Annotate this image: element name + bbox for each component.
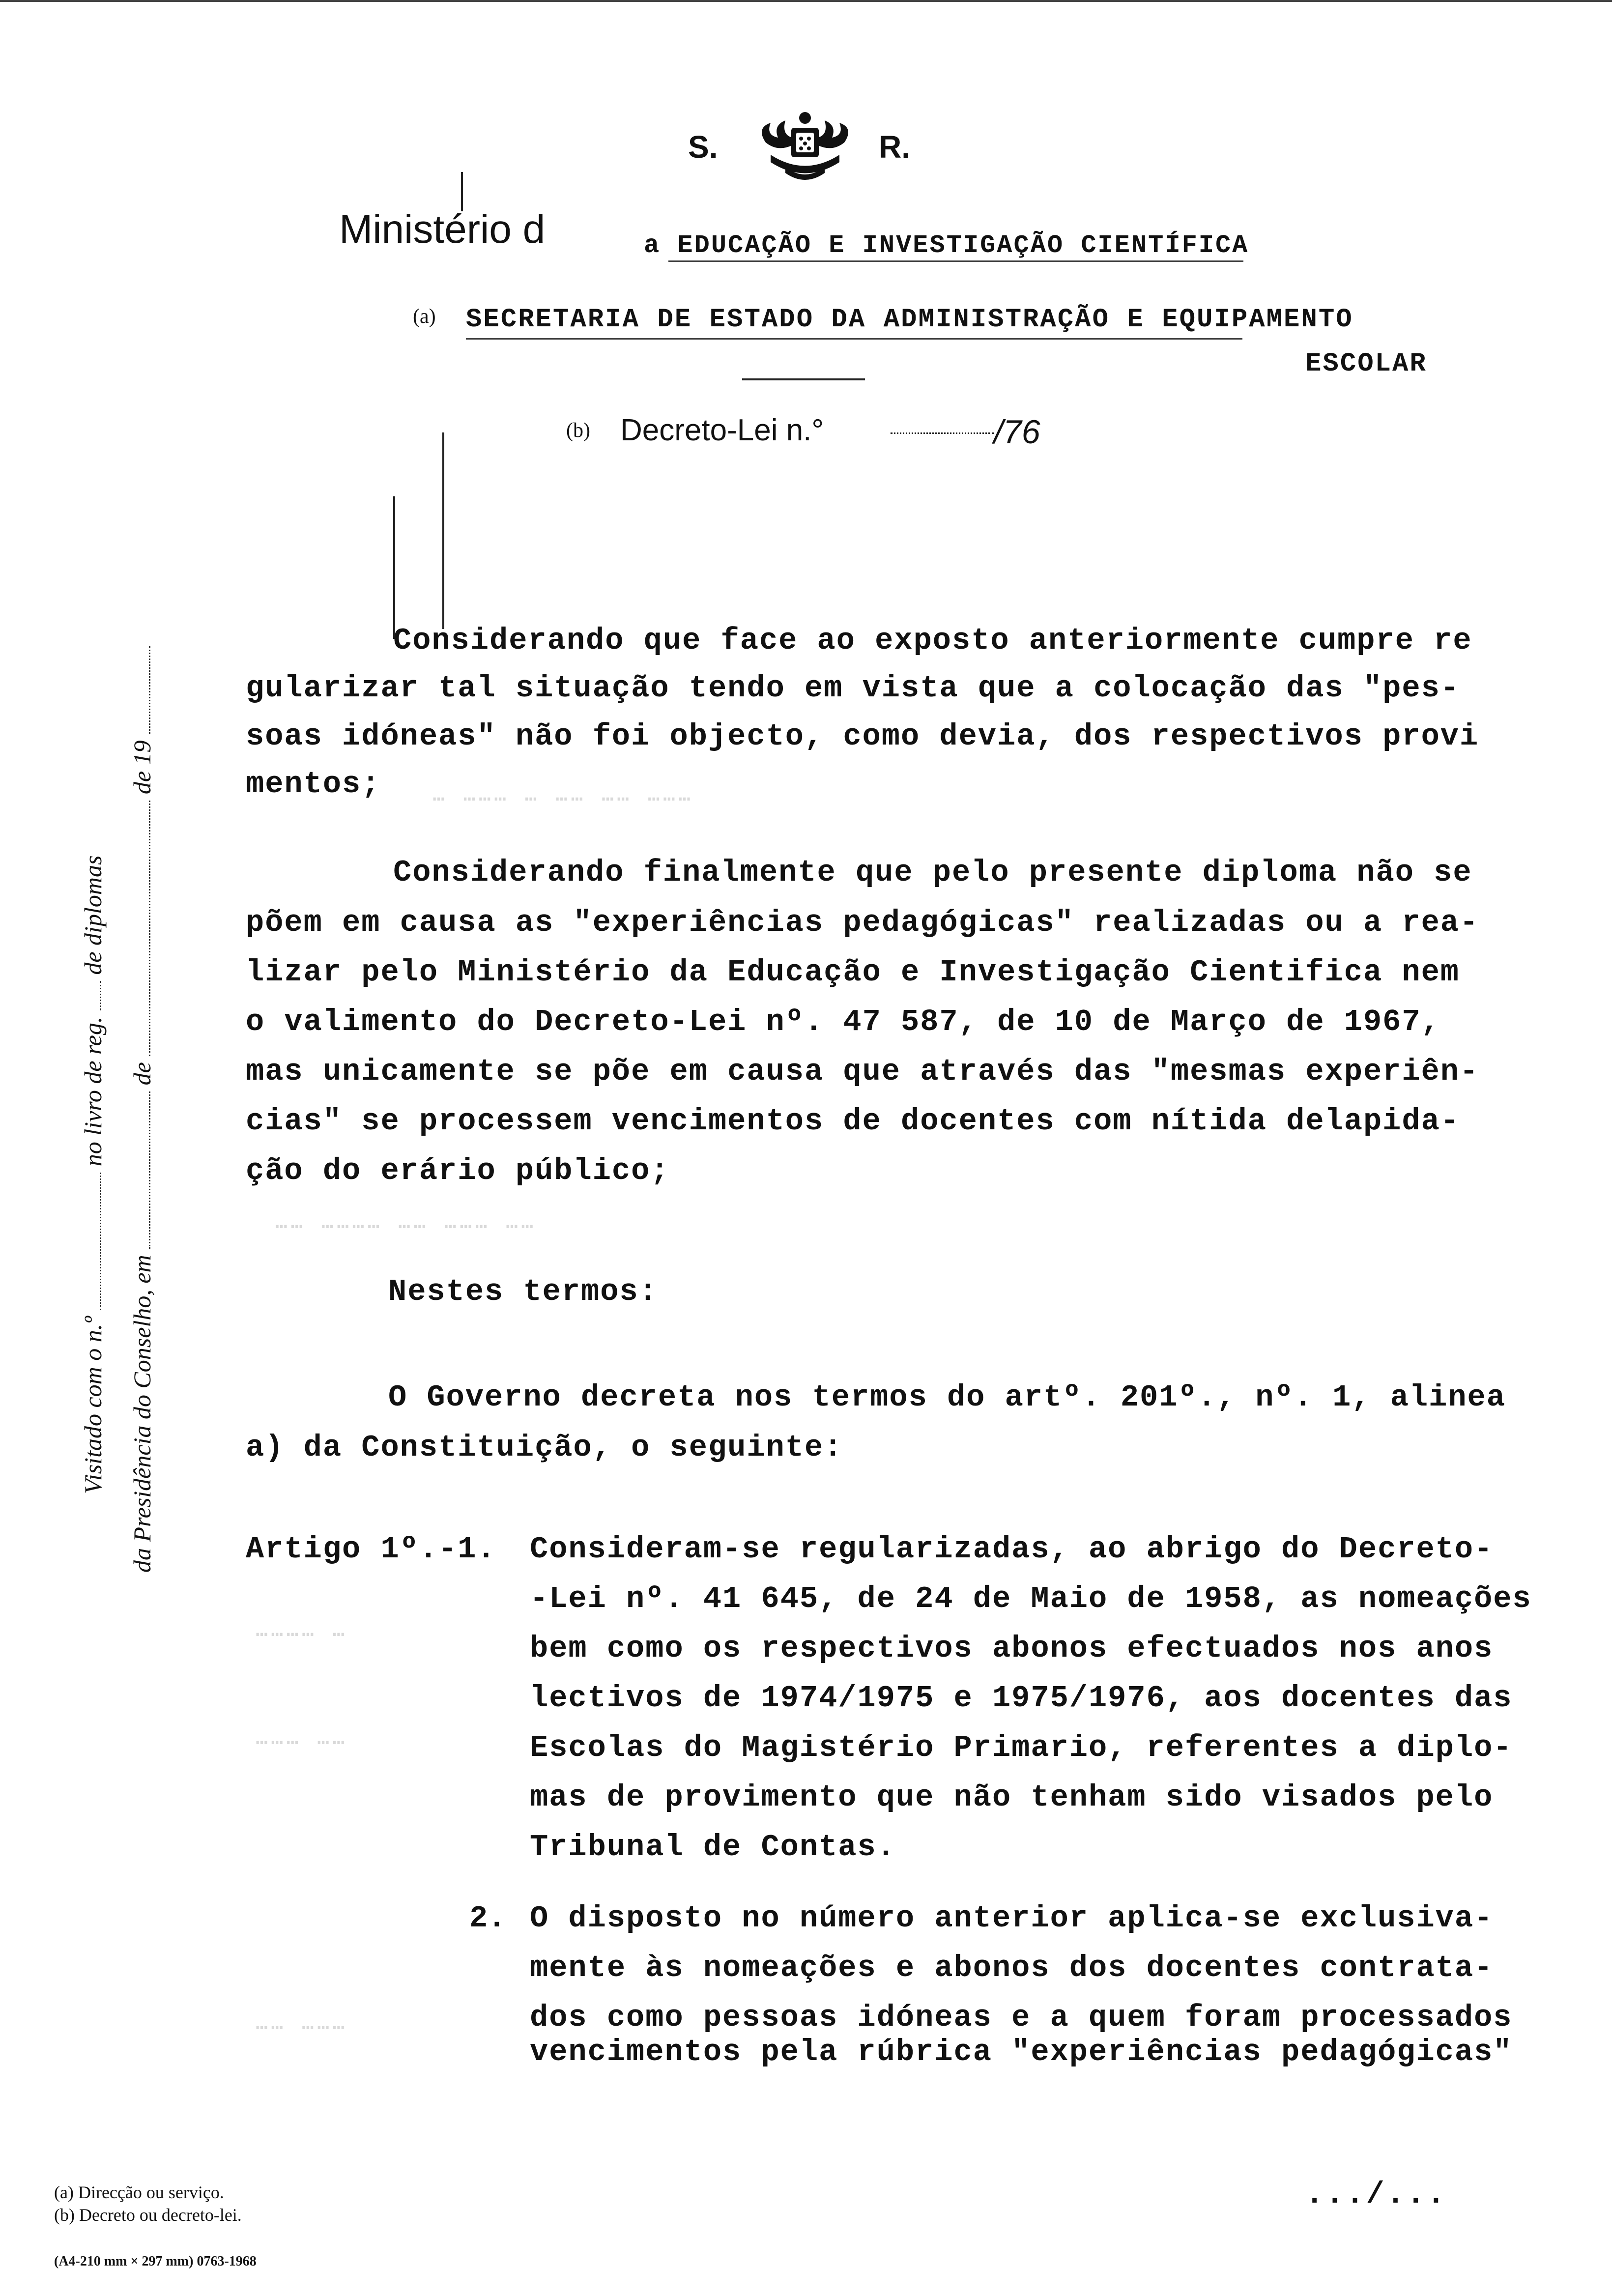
pen-mark xyxy=(393,496,395,639)
registration-presidencia: da Presidência do Conselho, em xyxy=(128,1255,156,1573)
body-line: mas unicamente se põe em causa que através das "mesmas experiên- xyxy=(246,1054,1479,1089)
footnote-b: (b) Decreto ou decreto-lei. xyxy=(54,2205,242,2225)
item2-line: O disposto no número anterior aplica-se exclusiva- xyxy=(530,1901,1494,1936)
body-line: lizar pelo Ministério da Educação e Investigação Cientifica nem xyxy=(246,955,1460,990)
artigo-line: -Lei nº. 41 645, de 24 de Maio de 1958, as nomeações xyxy=(530,1581,1532,1616)
registration-diplomas: de diplomas xyxy=(79,855,107,975)
registration-livro: no livro de reg. xyxy=(79,1016,107,1167)
pen-mark xyxy=(442,432,444,629)
s-letter: S. xyxy=(688,129,718,165)
artigo-line: Tribunal de Contas. xyxy=(530,1830,896,1865)
bleed-through-text: ⋯⋯⋯⋯ ⋯ xyxy=(256,1624,348,1647)
decree-marker: (b) xyxy=(566,419,590,442)
form-code: (A4-210 mm × 297 mm) 0763-1968 xyxy=(54,2254,257,2269)
ministry-underline xyxy=(668,260,1243,262)
body-line: O Governo decreta nos termos do artº. 201º., nº. 1, alinea xyxy=(388,1380,1506,1415)
registration-note-line1 xyxy=(79,856,107,1494)
artigo-line: Consideram-se regularizadas, ao abrigo do Decreto- xyxy=(530,1532,1494,1567)
registration-visitado: Visitado com o n.º xyxy=(79,1316,107,1494)
short-divider xyxy=(742,378,865,380)
body-line: Considerando que face ao exposto anteriormente cumpre re xyxy=(393,623,1472,658)
registration-note-line2 xyxy=(128,646,156,1573)
ministry-prefix: Ministério d xyxy=(339,207,546,252)
artigo-line: bem como os respectivos abonos efectuados nos anos xyxy=(530,1631,1494,1666)
registration-de19: de 19 xyxy=(128,740,156,795)
artigo-label: Artigo 1º.-1. xyxy=(246,1532,496,1567)
r-letter: R. xyxy=(879,129,910,165)
artigo-line: Escolas do Magistério Primario, referentes a diplo- xyxy=(530,1730,1513,1765)
body-line: mentos; xyxy=(246,767,381,802)
coat-of-arms-emblem xyxy=(751,108,859,187)
artigo-line: mas de provimento que não tenham sido visados pelo xyxy=(530,1780,1494,1815)
registration-de: de xyxy=(128,1062,156,1086)
body-line: a) da Constituição, o seguinte: xyxy=(246,1430,843,1465)
body-line: põem em causa as "experiências pedagógicas" realizadas ou a rea- xyxy=(246,905,1479,940)
body-line: gularizar tal situação tendo em vista que a colocação das "pes- xyxy=(246,671,1460,706)
bleed-through-text: ⋯⋯ ⋯⋯⋯ xyxy=(256,2017,348,2040)
item2-line: vencimentos pela rúbrica "experiências pedagógicas" xyxy=(530,2035,1513,2069)
body-line: soas idóneas" não foi objecto, como devia, dos respectivos provi xyxy=(246,719,1479,754)
footnote-a: (a) Direcção ou serviço. xyxy=(54,2182,224,2202)
body-line: o valimento do Decreto-Lei nº. 47 587, de 10 de Março de 1967, xyxy=(246,1004,1440,1039)
decree-number: /76 xyxy=(994,413,1040,451)
bleed-through-text: ⋯⋯⋯ ⋯⋯ xyxy=(256,1732,348,1755)
item2-line: dos como pessoas idóneas e a quem foram processados xyxy=(530,2000,1513,2035)
top-edge-line xyxy=(0,0,1612,2)
bleed-through-text: ⋯ ⋯⋯⋯ ⋯ ⋯⋯ ⋯⋯ ⋯⋯⋯ xyxy=(432,788,694,812)
body-line: ção do erário público; xyxy=(246,1153,670,1188)
secretariat-underline xyxy=(466,338,1242,340)
item2-line: mente às nomeações e abonos dos docentes contrata- xyxy=(530,1951,1494,1985)
item2-label: 2. xyxy=(469,1901,506,1936)
body-line: cias" se processem vencimentos de docentes com nítida delapida- xyxy=(246,1104,1460,1139)
decree-number-blank xyxy=(891,428,994,436)
secretariat-line1: SECRETARIA DE ESTADO DA ADMINISTRAÇÃO E EQUIPAMENTO xyxy=(466,305,1353,335)
nestes-termos: Nestes termos: xyxy=(388,1274,658,1309)
pen-mark xyxy=(461,172,463,211)
decree-label: Decreto-Lei n.° xyxy=(620,413,824,447)
ministry-name: a EDUCAÇÃO E INVESTIGAÇÃO CIENTÍFICA xyxy=(644,231,1249,260)
body-line: Considerando finalmente que pelo presente diploma não se xyxy=(393,855,1472,890)
bleed-through-text: ⋯⋯ ⋯⋯⋯⋯ ⋯⋯ ⋯⋯⋯ ⋯⋯ xyxy=(275,1216,537,1239)
artigo-line: lectivos de 1974/1975 e 1975/1976, aos docentes das xyxy=(530,1681,1513,1716)
continuation-mark: .../... xyxy=(1305,2177,1447,2212)
secretariat-line2: ESCOLAR xyxy=(1305,349,1427,379)
secretariat-marker: (a) xyxy=(413,305,436,328)
